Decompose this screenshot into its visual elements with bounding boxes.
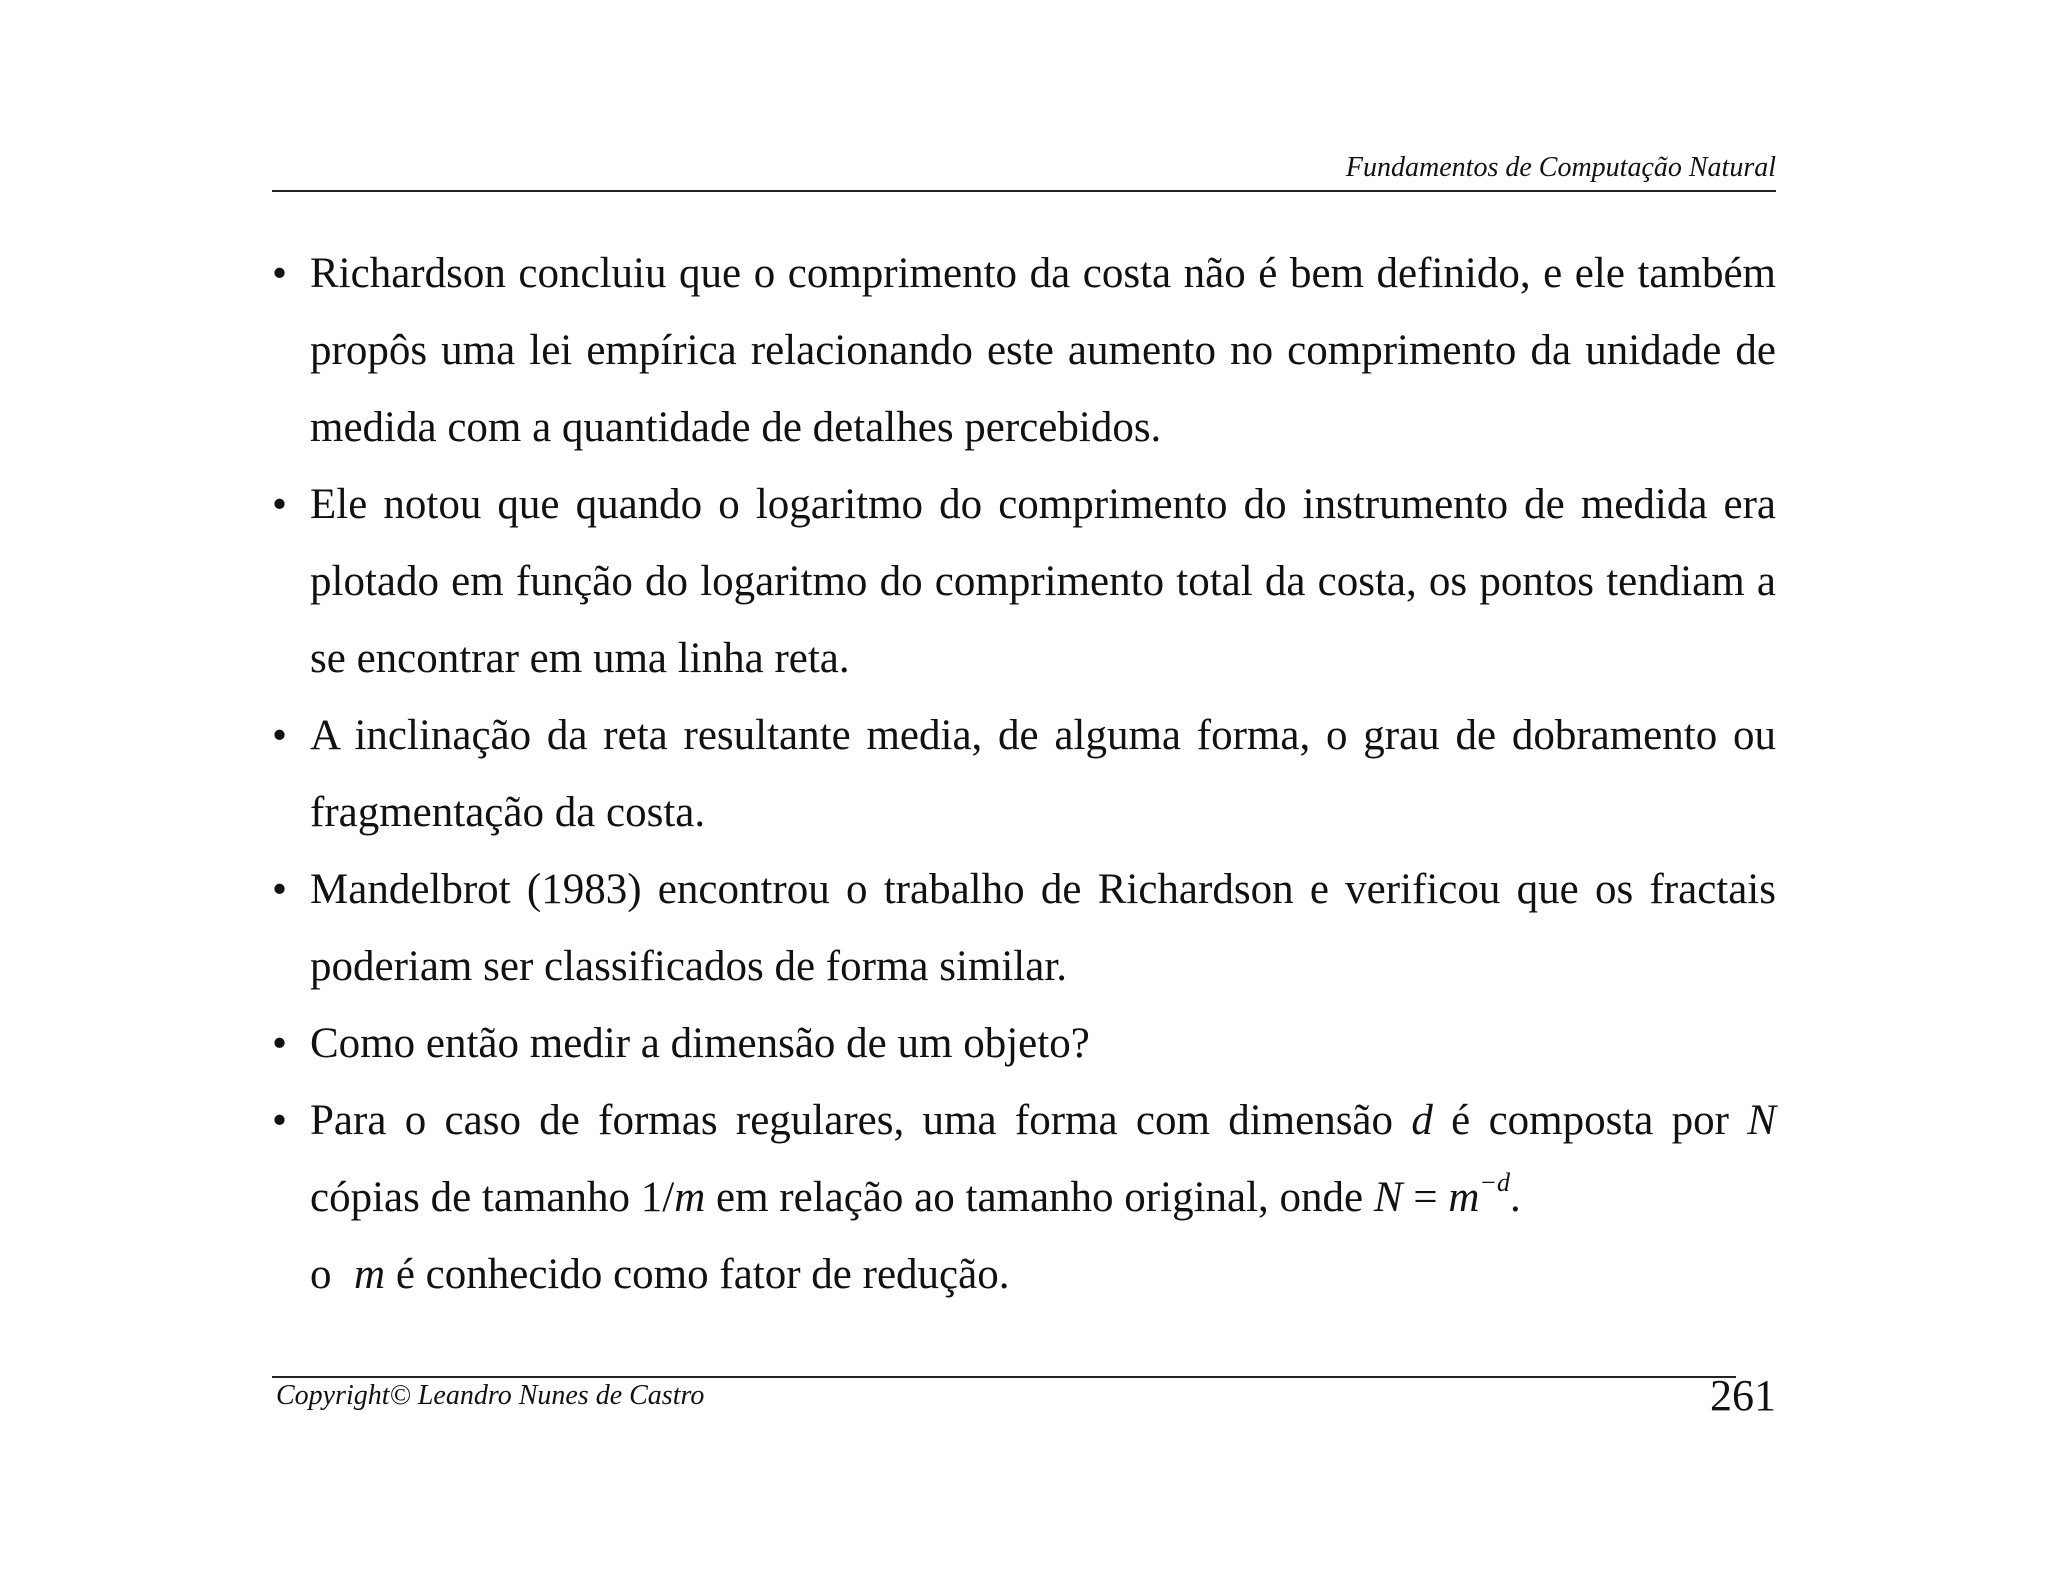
footer-copyright: Copyright© Leandro Nunes de Castro: [276, 1380, 705, 1411]
bullet-item: [272, 851, 1776, 1005]
math-variable: m: [1448, 1174, 1480, 1221]
running-header: Fundamentos de Computação Natural: [1345, 152, 1776, 183]
bullet-item: [272, 697, 1776, 851]
bullet-text: Mandelbrot (1983) encontrou o trabalho de Richardson e verificou que os fractais poderiam ser classificados de forma similar.: [310, 866, 1776, 990]
bullet-text: A inclinação da reta resultante media, de alguma forma, o grau de dobramento ou fragmentação da costa.: [310, 712, 1776, 836]
bullet-marker: •: [272, 866, 288, 913]
text-run: é composta por: [1432, 1097, 1748, 1144]
sub-bullet-marker: o: [310, 1251, 332, 1298]
bullet-text: [310, 1082, 1776, 1236]
bullet-marker: •: [272, 1097, 288, 1144]
footer-rule: [272, 1376, 1736, 1378]
bullet-item: [272, 1082, 1776, 1236]
text-run: em relação ao tamanho original, onde: [705, 1174, 1374, 1221]
bullet-marker: •: [272, 1020, 288, 1067]
page-number: 261: [1710, 1371, 1776, 1420]
bullet-marker: •: [272, 712, 288, 759]
text-run: =: [1402, 1174, 1449, 1221]
math-variable: N: [1373, 1174, 1403, 1221]
math-variable: d: [1411, 1097, 1433, 1144]
bullet-item: [272, 1005, 1776, 1082]
bullet-item: [272, 235, 1776, 466]
bullet-text: Richardson concluiu que o comprimento da costa não é bem definido, e ele também propôs uma lei empírica relacionando este aumento no comprimento da unidade de medida com a quantidade de detalhes percebidos.: [310, 250, 1776, 451]
bullet-text: Ele notou que quando o logaritmo do comprimento do instrumento de medida era plotado em função do logaritmo do comprimento total da costa, os pontos tendiam a se encontrar em uma linha reta.: [310, 481, 1776, 682]
bullet-marker: •: [272, 481, 288, 528]
bullet-text: Como então medir a dimensão de um objeto?: [310, 1020, 1090, 1067]
math-exponent: −d: [1479, 1168, 1510, 1197]
slide-body: [272, 235, 1776, 1313]
text-run: Para o caso de formas regulares, uma forma com dimensão: [310, 1097, 1412, 1144]
math-variable: m: [354, 1251, 386, 1298]
math-variable: m: [674, 1174, 706, 1221]
text-run: é conhecido como fator de redução.: [385, 1251, 1010, 1298]
bullet-item: [272, 466, 1776, 697]
text-run: .: [1509, 1174, 1521, 1221]
math-variable: N: [1747, 1097, 1777, 1144]
header-rule: [272, 190, 1776, 192]
text-run: cópias de tamanho 1/: [310, 1174, 675, 1221]
sub-bullet-text: [354, 1236, 1776, 1313]
sub-bullet-item: [272, 1236, 1776, 1313]
bullet-marker: •: [272, 250, 288, 297]
